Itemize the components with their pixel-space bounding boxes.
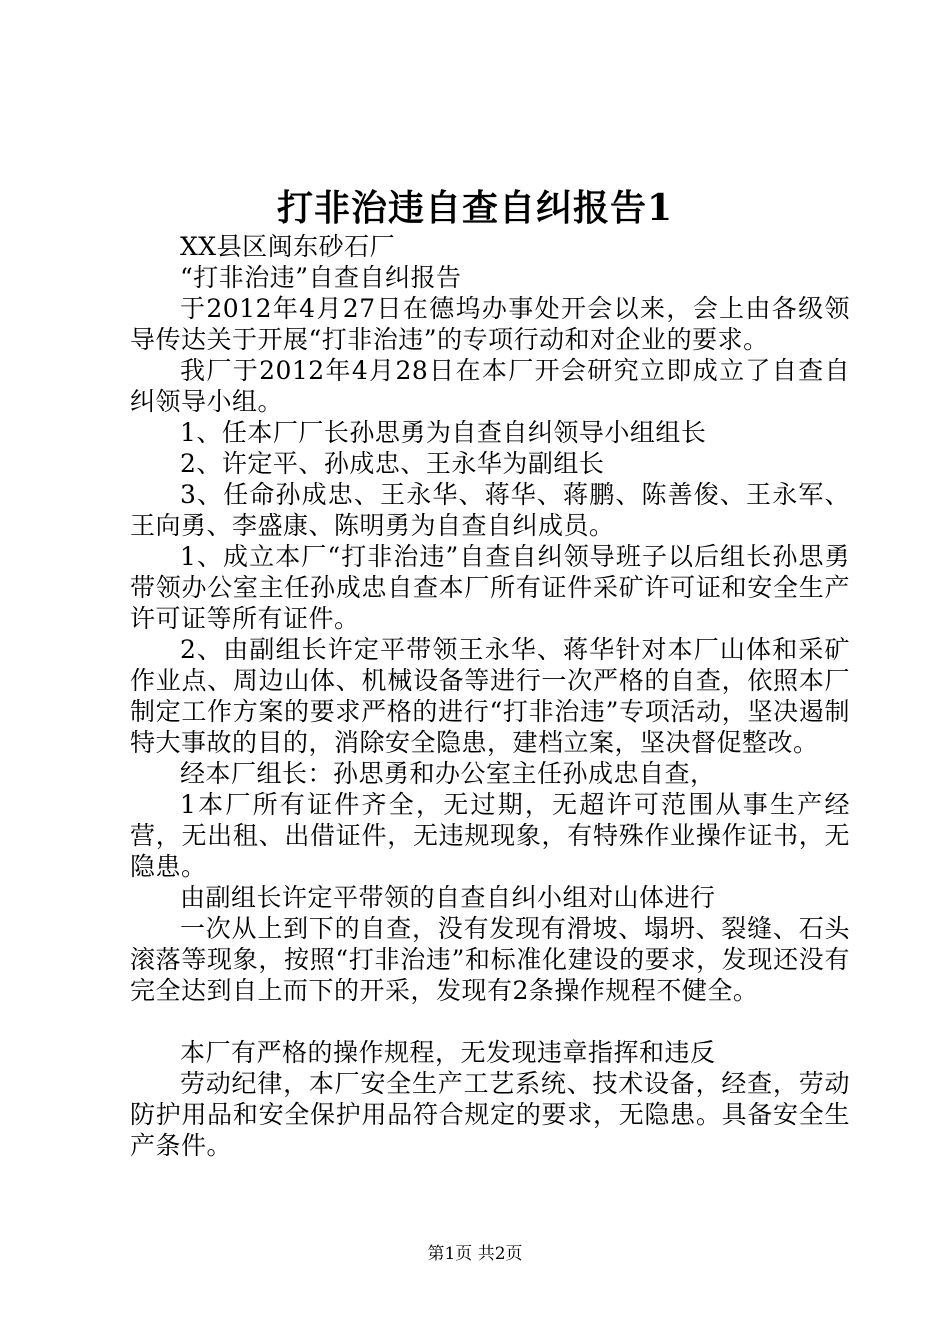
paragraph-deputies: 2、许定平、孙成忠、王永华为副组长 xyxy=(180,449,605,478)
paragraph-site-inspection: 2、由副组长许定平带领王永华、蒋华针对本厂山体和采矿作业点、周边山体、机械设备等进行一次严格的自查，依照本厂制定工作方案的要求严格的进行“打非治违”专项活动，坚决遏制特大事故的目的，消除安全隐患，建档立案，坚决督促整改。 xyxy=(130,635,850,757)
paragraph-safety-conditions: 劳动纪律，本厂安全生产工艺系统、技术设备，经查，劳动防护用品和安全保护用品符合规定的要求，无隐患。具备安全生产条件。 xyxy=(130,1069,850,1160)
paragraph-meeting: 于2012年4月27日在德坞办事处开会以来，会上由各级领导传达关于开展“打非治违”的专项行动和对企业的要求。 xyxy=(130,294,850,354)
paragraph-certificate-check: 1、成立本厂“打非治违”自查自纠领导班子以后组长孙思勇带领办公室主任孙成忠自查本厂所有证件采矿许可证和安全生产许可证等所有证件。 xyxy=(130,542,850,633)
paragraph-certificate-result: 1本厂所有证件齐全，无过期，无超许可范围从事生产经营，无出租、出借证件，无违规现象，有特殊作业操作证书，无隐患。 xyxy=(130,790,850,881)
paragraph-report-heading: “打非治违”自查自纠报告 xyxy=(180,263,462,292)
paragraph-leader: 1、任本厂厂长孙思勇为自查自纠领导小组组长 xyxy=(180,418,707,447)
paragraph-members: 3、任命孙成忠、王永华、蒋华、蒋鹏、陈善俊、王永军、王向勇、李盛康、陈明勇为自查自纠成员。 xyxy=(130,480,850,540)
document-body xyxy=(130,231,850,1161)
paragraph-findings-intro: 经本厂组长：孙思勇和办公室主任孙成忠自查， xyxy=(180,759,716,788)
paragraph-mountain-result: 一次从上到下的自查，没有发现有滑坡、塌坍、裂缝、石头滚落等现象，按照“打非治违”和标准化建设的要求，发现还没有完全达到自上而下的开采，发现有2条操作规程不健全。 xyxy=(130,914,850,1005)
paragraph-operation-rules: 本厂有严格的操作规程，无发现违章指挥和违反 xyxy=(180,1038,716,1067)
paragraph-group-founded: 我厂于2012年4月28日在本厂开会研究立即成立了自查自纠领导小组。 xyxy=(130,356,850,416)
paragraph-company: XX县区闽东砂石厂 xyxy=(180,232,396,261)
document-title: 打非治违自查自纠报告1 xyxy=(276,187,674,229)
paragraph-mountain-check: 由副组长许定平带领的自查自纠小组对山体进行 xyxy=(180,883,716,912)
page-number: 第1页 共2页 xyxy=(427,1244,523,1264)
